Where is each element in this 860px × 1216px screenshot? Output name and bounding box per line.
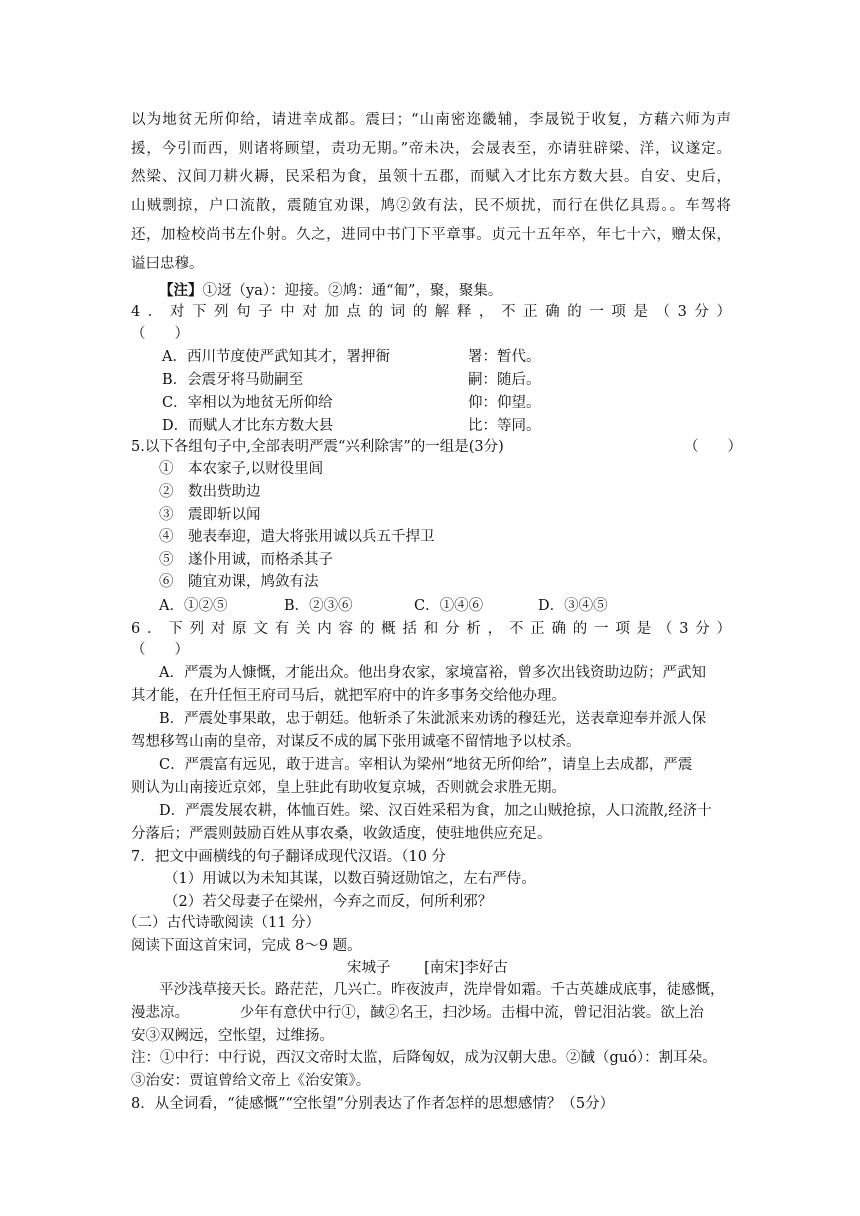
instruction: 阅读下面这首宋词，完成 8～9 题。: [131, 938, 362, 954]
option-d: D．而赋人才比东方数大县: [162, 418, 334, 434]
answer-paren: （ ）: [131, 642, 189, 658]
poem-note: 注：①中行：中行说，西汉文帝时太监，后降匈奴，成为汉朝大患。②馘（guó）：割耳朵。: [131, 1050, 717, 1066]
passage-line: 以为地贫无所仰给，请进幸成都。震曰；“山南密迩畿辅，李晟锐于收复，方藉六师为声: [131, 112, 731, 128]
annotation-note: 【注】①迓（ya）：迎接。②鸠：通“匍”，聚，聚集。: [159, 282, 503, 299]
question-stem: 7．把文中画横线的句子翻译成现代汉语。（10 分: [131, 849, 447, 865]
option-d: D．③④⑤: [538, 598, 608, 614]
option-c: C．宰相以为地贫无所仰给: [162, 395, 333, 411]
list-item: ⑥ 随宜劝课，鸠敛有法: [159, 574, 319, 590]
answer-paren: （ ）: [131, 326, 189, 342]
passage-line: 然梁、汉间刀耕火耨，民采稆为食，虽领十五郡，而赋入才比东方数大县。自安、史后，: [131, 169, 731, 185]
option-a-line: A．严震为人慷慨，才能出众。他出身农家，家境富裕，曾多次出钱资助边防；严武知: [159, 665, 706, 681]
option-d-line: D．严震发展农耕，体恤百姓。梁、汉百姓采稆为食，加之山贼抢掠，人口流散,经济十: [159, 803, 712, 819]
list-item: ① 本农家子,以财役里闾: [159, 461, 324, 477]
option-a-gloss: 署：暂代。: [468, 349, 541, 365]
list-item: ⑤ 遂仆用诚，而格杀其子: [159, 552, 333, 568]
poem-title: 宋城子 [南宋]李好古: [347, 960, 508, 976]
option-a: A．西川节度使严武知其才，署押衙: [162, 349, 390, 365]
question-stem: 6．下列对原文有关内容的概括和分析，不正确的一项是（3分）: [131, 621, 731, 637]
list-item: ② 数出赀助边: [159, 484, 261, 500]
question-8-stem: 8．从全词看，“徒感慨”“空怅望”分别表达了作者怎样的思想感情？（5分）: [131, 1096, 615, 1112]
option-c-gloss: 仰：仰望。: [468, 395, 541, 411]
option-a-line: 其才能，在升任恒王府司马后，就把军府中的许多事务交给他办理。: [131, 688, 566, 704]
poem-line: 安③双阙远，空怅望，过维扬。: [131, 1028, 334, 1044]
option-d-line: 分落后；严震则鼓励百姓从事农桑，收敛适度，使驻地供应充足。: [131, 826, 552, 842]
poem-line: 平沙浅草接天长。路茫茫，几兴亡。昨夜波声，洗岸骨如霜。千古英雄成底事，徒感慨，: [159, 982, 725, 998]
option-a: A．①②⑤: [159, 598, 228, 614]
list-item: （2）若父母妻子在梁州，今弃之而反，何所利邪？: [164, 894, 493, 910]
section-heading: （二）古代诗歌阅读（11 分）: [123, 915, 321, 931]
list-item: ④ 驰表奉迎，遣大将张用诚以兵五千捍卫: [159, 529, 435, 545]
poem-line: 漫悲凉。 少年有意伏中行①，馘②名王，扫沙场。击楫中流，曾记泪沾裳。欲上治: [131, 1005, 704, 1021]
option-d-gloss: 比：等同。: [468, 418, 541, 434]
poem-note: ③治安：贾谊曾给文帝上《治安策》。: [131, 1073, 371, 1089]
option-b: B．会震牙将马勋嗣至: [162, 372, 304, 388]
list-item: （1）用诚以为未知其谋，以数百骑迓勋馆之，左右严侍。: [164, 871, 536, 887]
passage-line: 谥曰忠穆。: [131, 256, 204, 272]
passage-line: 援，今引而西，则诸将顾望，责功无期。”帝未决，会晟表至，亦请驻辟梁、洋，议遂定。: [131, 141, 731, 157]
option-b-line: 驾想移驾山南的皇帝，对谋反不成的属下张用诚毫不留情地予以杖杀。: [131, 734, 581, 750]
option-b: B．②③⑥: [284, 598, 353, 614]
option-c-line: C．严震富有远见，敢于进言。宰相认为梁州“地贫无所仰给”，请皇上去成都，严震: [159, 757, 693, 773]
answer-paren: （ ）: [684, 439, 742, 455]
option-b-line: B．严震处事果敢，忠于朝廷。他斩杀了朱泚派来劝诱的穆廷光，送表章迎奉并派人保: [159, 711, 707, 727]
question-stem: 5.以下各组句子中,全部表明严震“兴利除害”的一组是(3分): [131, 439, 504, 455]
list-item: ③ 震即斩以闻: [159, 507, 261, 523]
passage-line: 还，加检校尚书左仆射。久之，进同中书门下平章事。贞元十五年卒，年七十六，赠太保，: [131, 227, 731, 243]
passage-line: 山贼剽掠，户口流散，震随宜劝课，鸠②敛有法，民不烦扰，而行在供亿具焉。。车驾将: [131, 198, 731, 214]
option-c-line: 则认为山南接近京郊，皇上驻此有助收复京城，否则就会求胜无期。: [131, 780, 566, 796]
option-b-gloss: 嗣：随后。: [468, 372, 541, 388]
option-c: C．①④⑥: [414, 598, 484, 614]
question-stem: 4．对下列句子中对加点的词的解释，不正确的一项是（3分）: [131, 304, 731, 320]
